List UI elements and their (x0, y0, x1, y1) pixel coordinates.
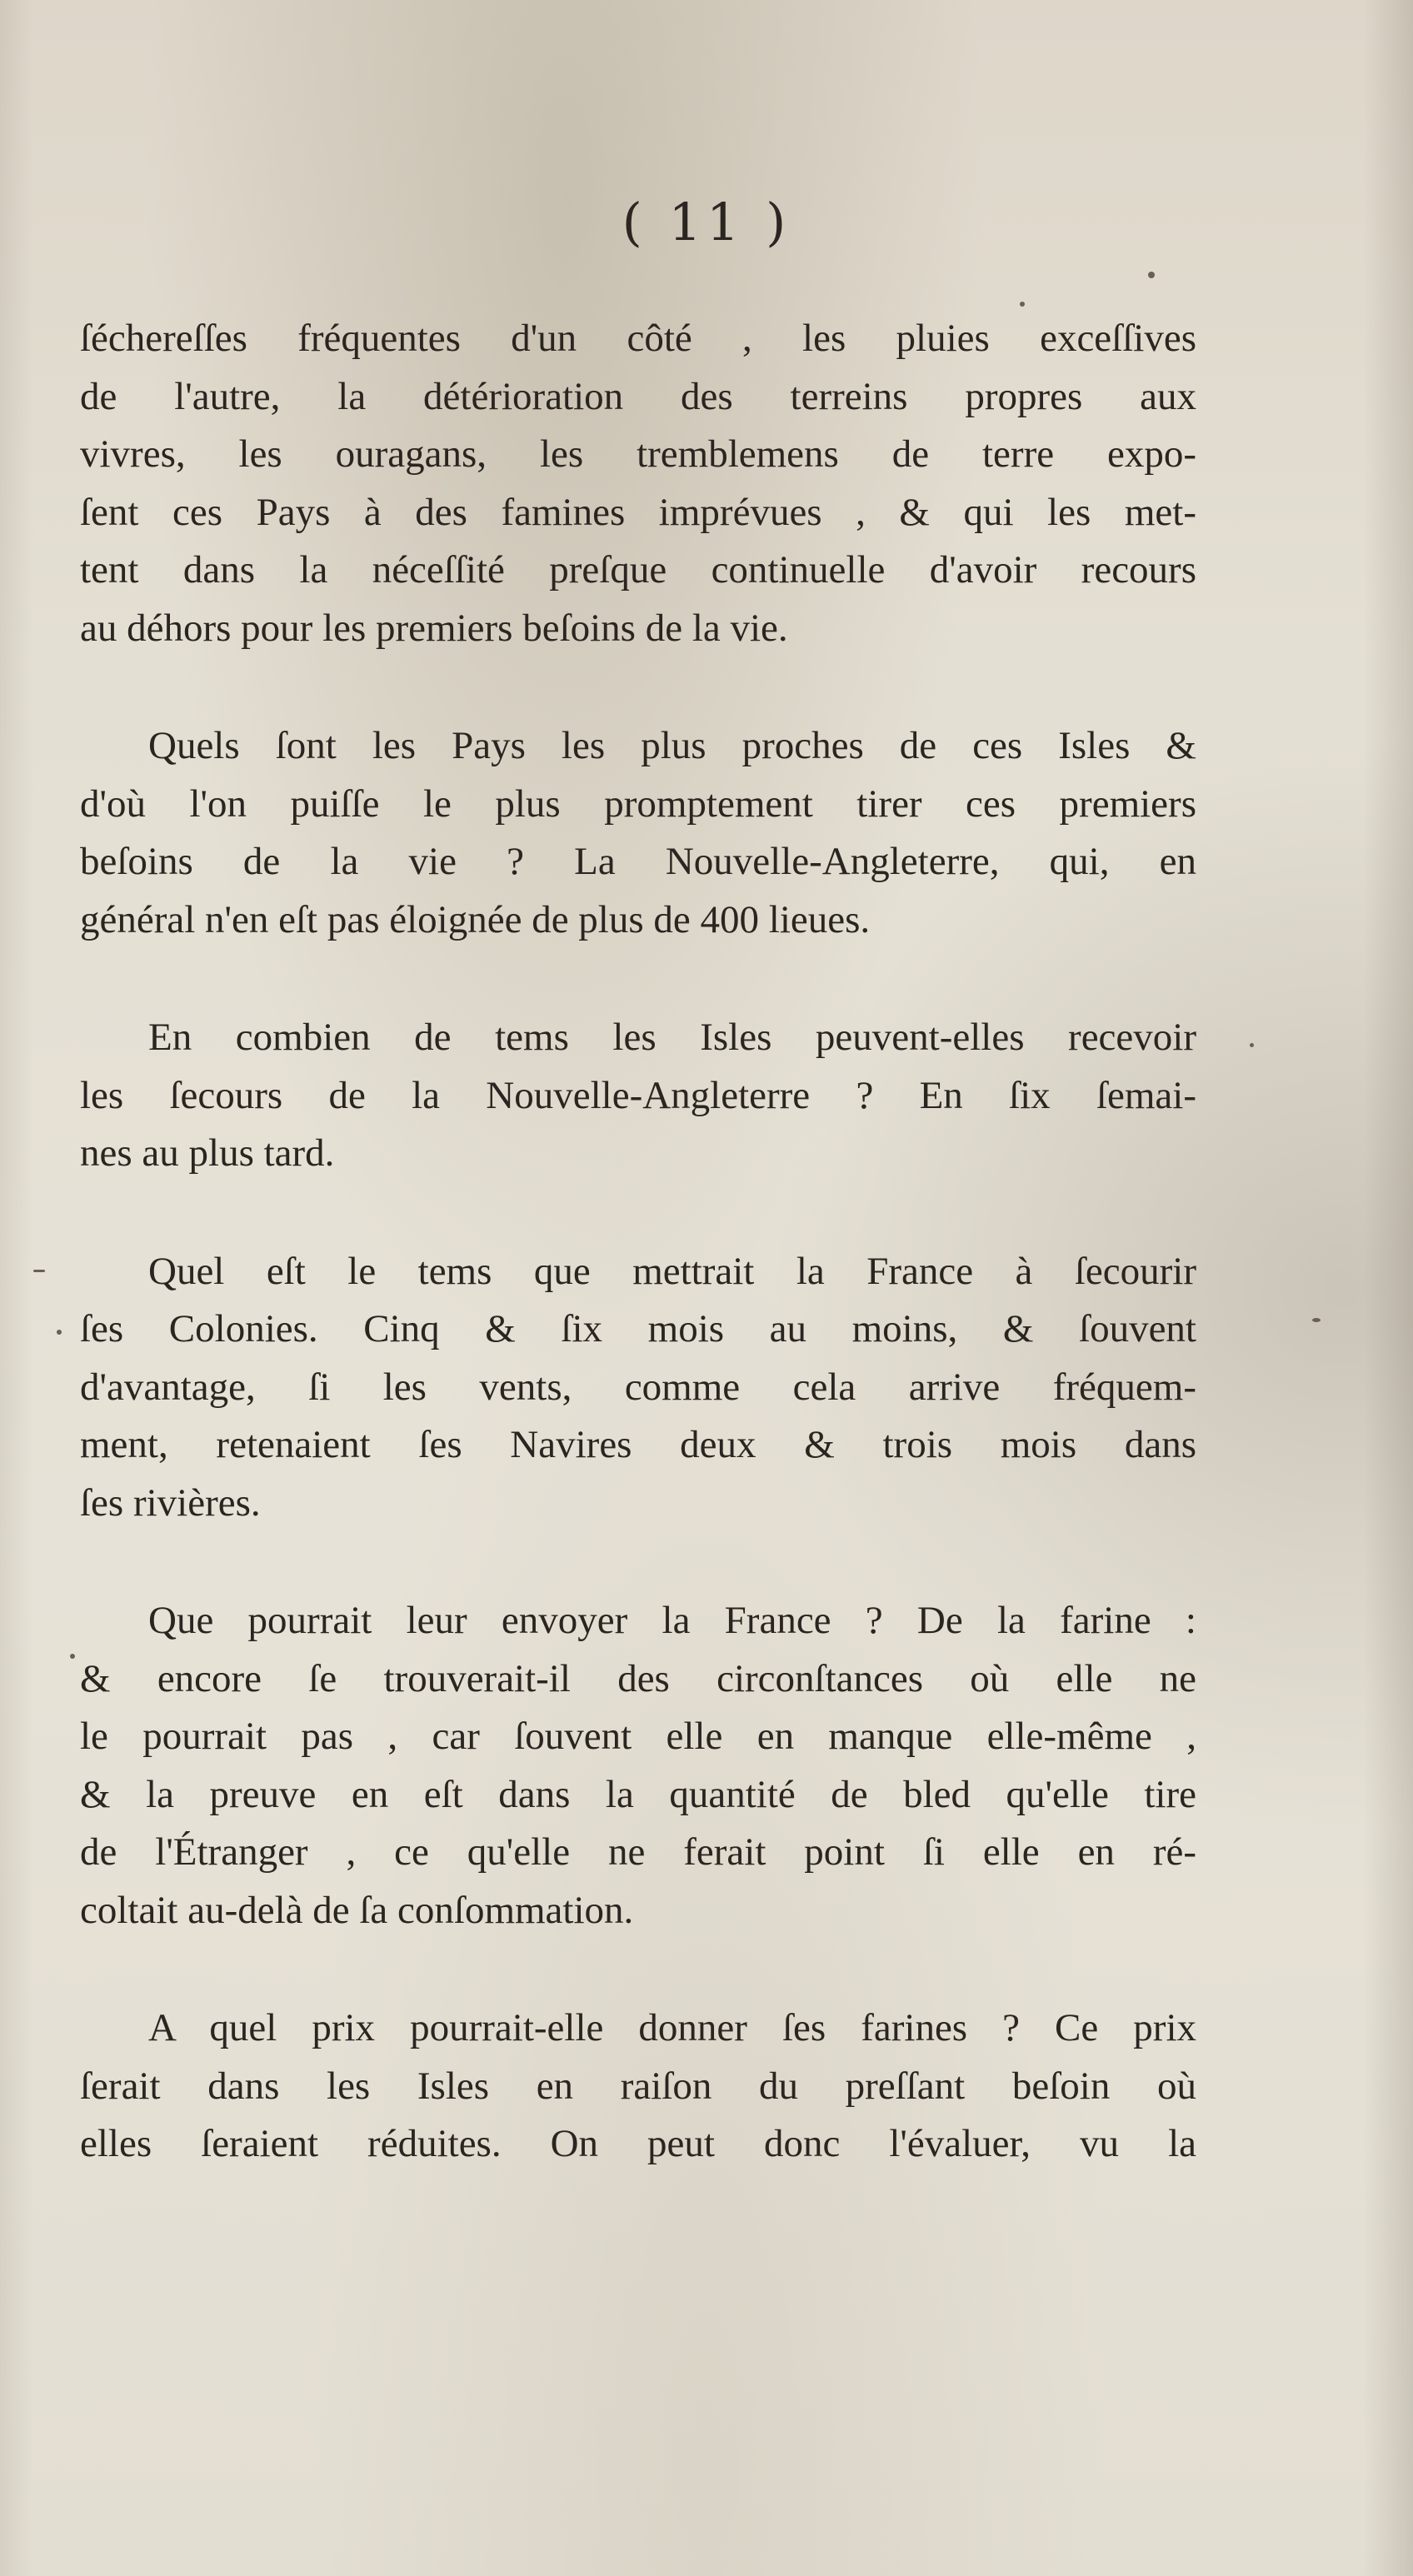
text-line: ſent ces Pays à des famines imprévues , & qui les met- (80, 490, 1196, 534)
paper-speck (57, 1330, 62, 1335)
paragraph-3 (80, 1009, 1196, 1183)
text-line: de l'autre, la détérioration des terreins propres aux (80, 374, 1196, 418)
text-line: Quel eſt le tems que mettrait la France à ſecourir (148, 1249, 1196, 1293)
text-line: ment, retenaient ſes Navires deux & trois mois dans (80, 1423, 1196, 1466)
text-line: beſoins de la vie ? La Nouvelle-Angleterre, qui, en (80, 840, 1196, 883)
body-text (80, 310, 1196, 2234)
paragraph-2 (80, 717, 1196, 949)
text-line: les ſecours de la Nouvelle-Angleterre ? En ſix ſemai- (80, 1073, 1196, 1117)
text-line: ſes rivières. (80, 1480, 261, 1525)
text-line: Que pourrait leur envoyer la France ? De la farine : (148, 1599, 1196, 1642)
text-line: En combien de tems les Isles peuvent-elles recevoir (148, 1016, 1196, 1059)
paragraph-5 (80, 1592, 1196, 1939)
text-line: Quels ſont les Pays les plus proches de ces Isles & (148, 724, 1196, 767)
text-line: & la preuve en eſt dans la quantité de bled qu'elle tire (80, 1772, 1196, 1816)
paper-speck (1250, 1043, 1254, 1047)
text-line: le pourrait pas , car ſouvent elle en manque elle-même , (80, 1715, 1196, 1758)
text-line: ſes Colonies. Cinq & ſix mois au moins, & ſouvent (80, 1307, 1196, 1350)
text-line: coltait au-delà de ſa conſommation. (80, 1888, 634, 1932)
paragraph-4 (80, 1243, 1196, 1533)
paper-speck (1020, 302, 1025, 307)
text-line: ſerait dans les Isles en raiſon du preſſant beſoin où (80, 2064, 1196, 2108)
text-line: elles ſeraient réduites. On peut donc l'évaluer, vu la (80, 2122, 1196, 2165)
paragraph-1 (80, 310, 1196, 657)
text-line: général n'en eſt pas éloignée de plus de 400 lieues. (80, 897, 871, 941)
paper-speck (33, 1270, 45, 1272)
paper-speck (1312, 1318, 1321, 1322)
text-line: de l'Étranger , ce qu'elle ne ferait point ſi elle en ré- (80, 1830, 1196, 1874)
text-line: d'avantage, ſi les vents, comme cela arrive fréquem- (80, 1365, 1196, 1409)
page-edge-shadow (1363, 0, 1413, 2576)
text-line: au déhors pour les premiers beſoins de la vie. (80, 606, 788, 650)
paper-speck (1148, 272, 1155, 278)
text-line: A quel prix pourrait-elle donner ſes farines ? Ce prix (148, 2006, 1196, 2049)
text-line: d'où l'on puiſſe le plus promptement tirer ces premiers (80, 781, 1196, 826)
text-line: nes au plus tard. (80, 1131, 335, 1175)
paper-speck (70, 1654, 75, 1659)
text-line: & encore ſe trouverait-il des circonſtances où elle ne (80, 1656, 1196, 1700)
paragraph-6 (80, 1999, 1196, 2174)
page-number: ( 11 ) (622, 192, 791, 252)
gutter-shadow (0, 0, 33, 2576)
text-line: vivres, les ouragans, les tremblemens de terre expo- (80, 432, 1196, 476)
text-line: ſéchereſſes fréquentes d'un côté , les pluies exceſſives (80, 317, 1196, 360)
text-line: tent dans la néceſſité preſque continuelle d'avoir recours (80, 548, 1196, 592)
